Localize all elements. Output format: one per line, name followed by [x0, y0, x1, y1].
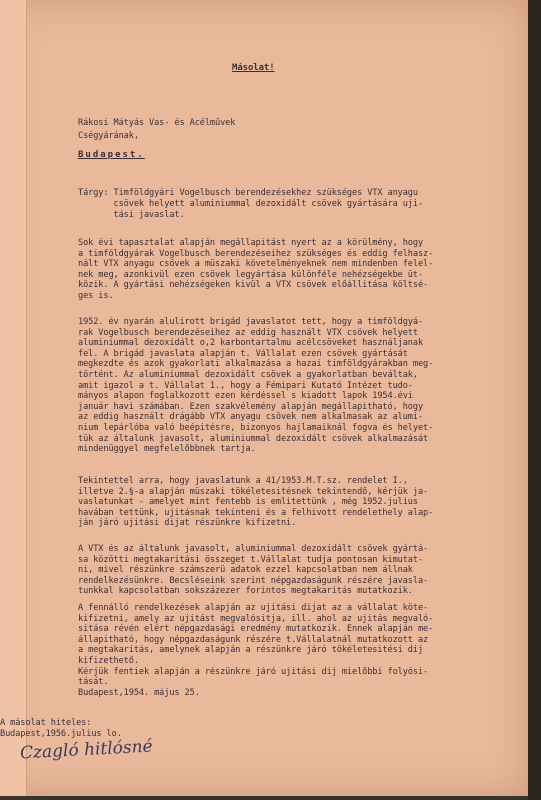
paragraph-5-line: tását.	[78, 677, 109, 688]
paragraph-3-line: ján járó ujitási dijat részünkre kifizetni.	[78, 518, 297, 529]
paragraph-5-line: Budapest,1954. május 25.	[78, 687, 200, 698]
paragraph-4-line: sa közötti megtakaritási összeget t.Vállalat tudja pontosan kimutat-	[78, 554, 424, 565]
paragraph-5-line: Kérjük fentiek alapján a részünkre járó ujitási dij mielőbbi folyósi-	[78, 666, 429, 677]
paragraph-5-line: sitása révén elért népgazdasági eredmény mutatkozik. Ennek alapján me-	[78, 624, 434, 635]
paragraph-5-line: A fennálló rendelkezések alapján az ujitási dijat az a vállalat köte-	[78, 603, 429, 613]
paragraph-2-line: január havi számában. Ezen szakvélemény alapján megállapitható, hogy	[78, 401, 424, 412]
addressee-name: Rákosi Mátyás Vas- és Acélművek	[78, 118, 236, 128]
handwritten-signature: Czagló hitlósné	[19, 736, 154, 764]
paragraph-5-line: kifizetni, amely az ujitást megvalósitja, ill. ahol az ujitás megvaló-	[78, 613, 434, 624]
paragraph-2-line: mányos alapon foglalkozott ezen kérdéssel s kiadott lapok 1954.évi	[78, 391, 413, 402]
background-strip	[528, 0, 541, 800]
document-title: Másolat!	[232, 63, 275, 73]
paragraph-2-line: az eddig használt drágább VTX anyagu csövek nem alkalmasak az alumi-	[78, 412, 424, 423]
paragraph-2-line: fel. A brigád javaslata alapján t. Vállalat ezen csövek gyártását	[78, 348, 408, 359]
subject-line-1: Tárgy: Timföldgyári Vogelbusch berendezésekhez szükséges VTX anyagu	[78, 188, 418, 198]
paper-fold-edge	[0, 0, 27, 796]
paragraph-3-line: vaslatunkat - amelyet mint fentebb is emlitettünk , még 1952.julius	[78, 497, 418, 508]
paragraph-5	[78, 603, 518, 698]
certification-label: A másolat hiteles:	[0, 718, 92, 728]
paragraph-2-line: rak Vogelbusch berendezéseihez az eddig használt VTX csövek helyett	[78, 327, 418, 338]
paragraph-2-line: aluminiummal dezoxidált o,2 karbontartalmu acélcsöveket használjanak	[78, 338, 424, 349]
paragraph-2	[78, 317, 518, 455]
paragraph-4-line: rendelkezésünkre. Becsléseink szerint népgazdaságunk részére javasla-	[78, 575, 429, 586]
paragraph-4-line: A VTX és az általunk javasolt, aluminiummal dezoxidált csövek gyártá-	[78, 544, 429, 554]
paragraph-4	[78, 544, 518, 597]
paragraph-1-line: nált VTX anyagu csövek a müszaki követelményeknek nem mindenben felel-	[78, 259, 434, 270]
paragraph-2-line: megkezdte és azok gyakorlati alkalmazása a hazai timföldgyárakban meg-	[78, 359, 434, 370]
paragraph-1-line: a timföldgyárak Vogelbusch berendezéseihez szükséges és eddig felhasz-	[78, 248, 434, 259]
addressee-city: Budapest.	[78, 150, 145, 160]
addressee-department: Cségyárának,	[78, 131, 139, 141]
paragraph-1	[78, 238, 518, 302]
paragraph-1-line: nek meg, azonkivül ezen csövek legyártása különféle nehézségekbe üt-	[78, 269, 424, 280]
paragraph-2-line: mindenüggyel megfelelőbbnek tartja.	[78, 444, 256, 455]
paragraph-1-line: ges is.	[78, 290, 114, 301]
subject-line-3: tási javaslat.	[78, 210, 185, 220]
paragraph-2-line: tük az általunk javasolt, aluminiummal dezoxidált csövek alkalmazását	[78, 433, 429, 444]
paragraph-1-line: Sok évi tapasztalat alapján megállapitást nyert az a körülmény, hogy	[78, 238, 424, 248]
paragraph-3-line: havában tettünk, ujitásnak tekinteni és a felhivott rendelethely alap-	[78, 507, 434, 518]
paragraph-2-line: 1952. év nyarán alulirott brigád javaslatot tett, hogy a timföldgyá-	[78, 317, 424, 327]
paragraph-1-line: közik. A gyártási nehézségeken kivül a VTX csövek előállitása költsé-	[78, 280, 429, 291]
certification-date: Budapest,1956.julius lo.	[0, 729, 122, 739]
paragraph-2-line: amit igazol a t. Vállalat 1., hogy a Fémipari Kutató Intézet tudo-	[78, 380, 413, 391]
paragraph-4-line: tunkkal kapcsolatban sokszázezer forintos megtakaritás mutatkozik.	[78, 586, 413, 597]
paragraph-2-line: nium lepárlóba való beépitésre, bizonyos hajlamaiknál fogva és helyet-	[78, 422, 434, 433]
paragraph-5-line: a megtakaritás, amelynek alapján a részünkre járó tökéletesitési dij	[78, 645, 424, 656]
paragraph-3-line: illetve 2.§-a alapján müszaki tökéletesitésnek tekintendő, kérjük ja-	[78, 486, 429, 497]
paragraph-5-line: állapitható, hogy népgazdaságunk részére t.Vállalatnál mutatkozott az	[78, 634, 429, 645]
paragraph-3	[78, 476, 518, 529]
paragraph-4-line: ni, mivel részünkre számszerü adatok ezzel kapcsolatban nem állnak	[78, 565, 413, 576]
subject-line-2: csövek helyett aluminiummal dezoxidált csövek gyártására uji-	[78, 199, 424, 209]
paragraph-2-line: történt. Az aluminiummal dezoxidált csövek a gyakorlatban beváltak,	[78, 369, 418, 380]
paragraph-5-line: kifizethető.	[78, 655, 139, 666]
paragraph-3-line: Tekintettel arra, hogy javaslatunk a 41/1953.M.T.sz. rendelet I.,	[78, 476, 408, 486]
